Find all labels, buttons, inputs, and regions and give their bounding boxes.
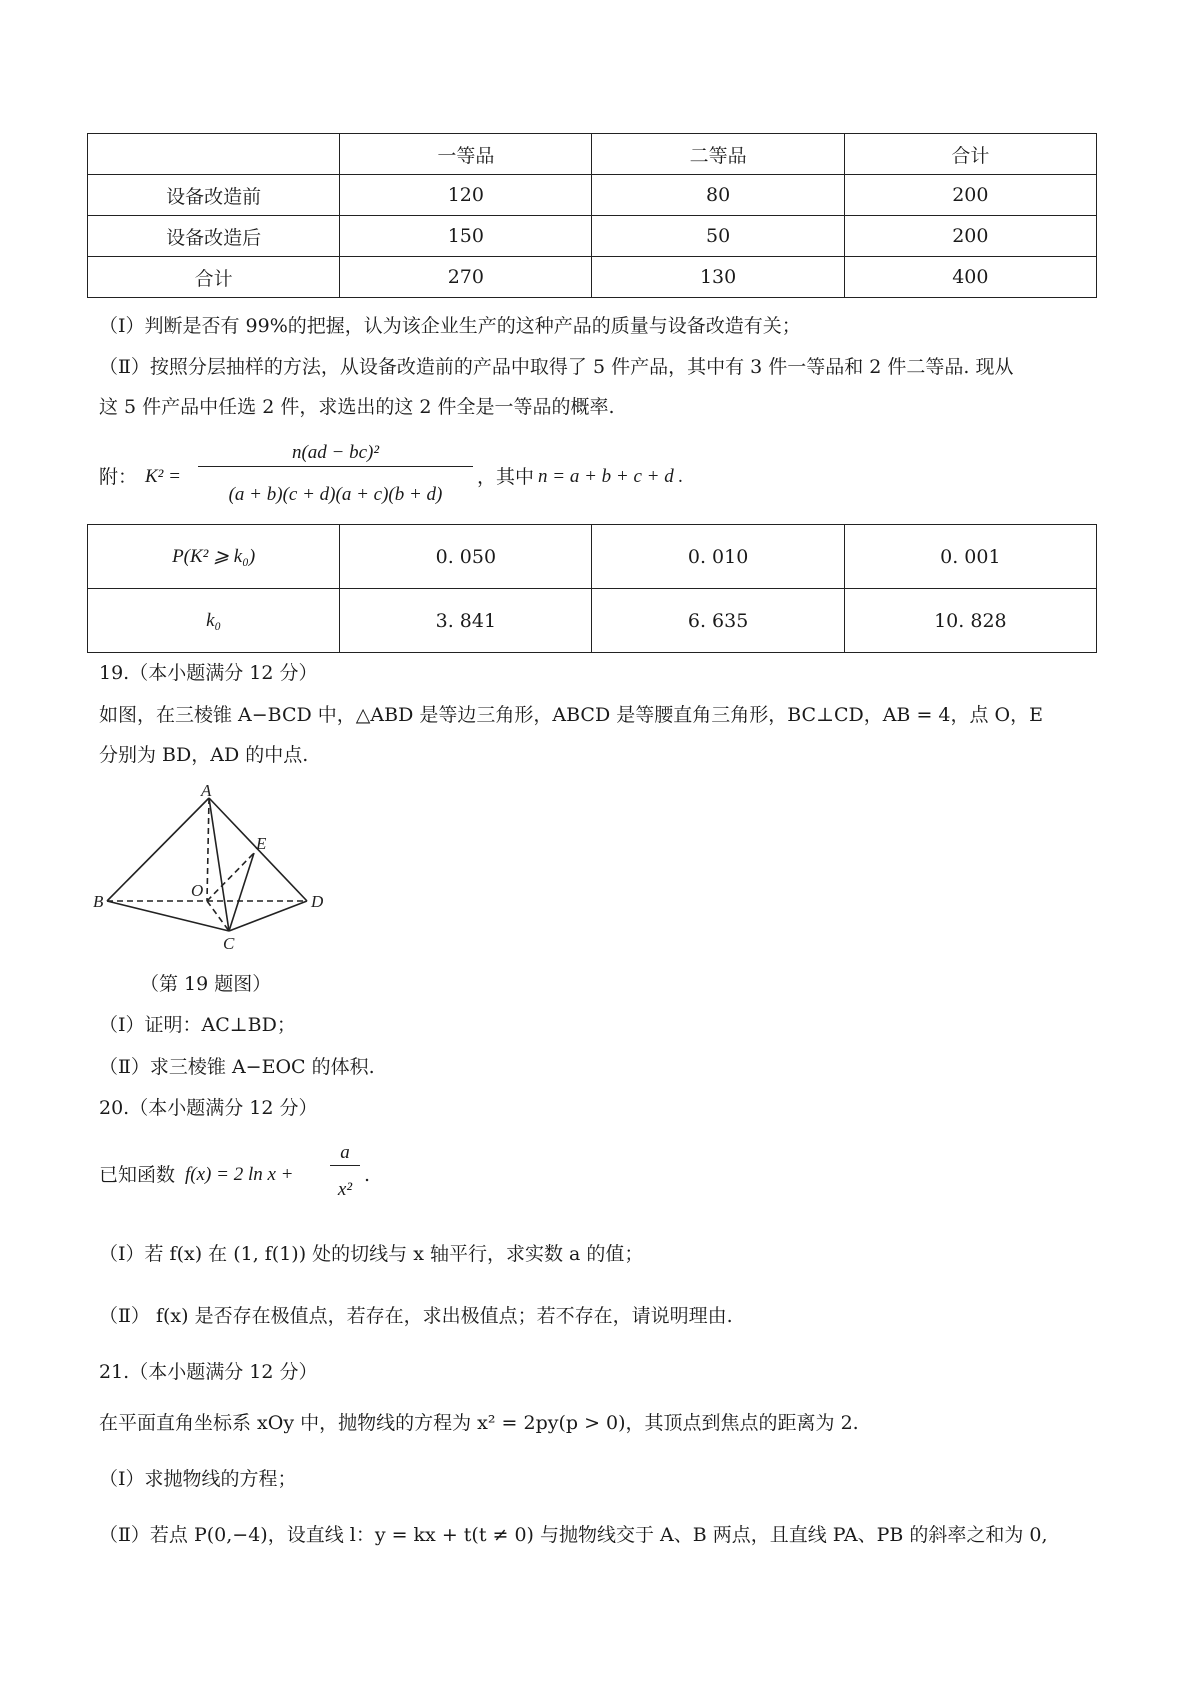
q21-stem: 在平面直角坐标系 xOy 中，抛物线的方程为 x² = 2py(p > 0)，其顶点到焦点的距离为 2. xyxy=(99,1412,859,1434)
table-cell: 设备改造前 xyxy=(88,175,340,216)
formula-denominator: (a + b)(c + d)(a + c)(b + d) xyxy=(228,484,443,505)
formula-suffix: ，其中 xyxy=(477,466,535,488)
table-row xyxy=(88,216,1097,257)
table-header-cell: 一等品 xyxy=(340,134,592,175)
label-E: E xyxy=(256,834,267,853)
table-cell: 0. 010 xyxy=(592,525,844,589)
critical-value-table xyxy=(87,524,1097,653)
q19-part2: （Ⅱ）求三棱锥 A−EOC 的体积. xyxy=(99,1056,375,1078)
formula-n: n = a + b + c + d . xyxy=(538,466,684,487)
table-row xyxy=(88,589,1097,653)
q20-part2: （Ⅱ） f(x) 是否存在极值点，若存在，求出极值点；若不存在，请说明理由. xyxy=(99,1305,733,1327)
table-cell: 0. 001 xyxy=(844,525,1096,589)
q21-title: 21.（本小题满分 12 分） xyxy=(99,1361,318,1383)
table-cell: 0. 050 xyxy=(340,525,592,589)
label-B: B xyxy=(93,892,104,911)
table-header-cell: 二等品 xyxy=(592,134,844,175)
figure-caption: （第 19 题图） xyxy=(140,973,272,995)
table-header-row xyxy=(88,134,1097,175)
table-cell: 270 xyxy=(340,257,592,298)
q19-title: 19.（本小题满分 12 分） xyxy=(99,662,318,684)
formula-numerator: n(ad − bc)² xyxy=(198,440,473,467)
table-cell: 200 xyxy=(844,175,1096,216)
q18-part2-line2: 这 5 件产品中任选 2 件，求选出的这 2 件全是一等品的概率. xyxy=(99,396,615,418)
table-cell: 130 xyxy=(592,257,844,298)
label-D: D xyxy=(311,892,324,911)
tetrahedron-figure xyxy=(93,783,333,953)
table-cell: 80 xyxy=(592,175,844,216)
edge-AO xyxy=(207,798,209,901)
q20-stem-end: . xyxy=(364,1164,371,1186)
table-cell: 10. 828 xyxy=(844,589,1096,653)
table-row xyxy=(88,175,1097,216)
q21-part2: （Ⅱ）若点 P(0,−4)，设直线 l：y = kx + t(t ≠ 0) 与抛物线交于 A、B 两点，且直线 PA、PB 的斜率之和为 0, xyxy=(99,1524,1048,1546)
q18-part2-line1: （Ⅱ）按照分层抽样的方法，从设备改造前的产品中取得了 5 件产品，其中有 3 件一等品和 2 件二等品. 现从 xyxy=(99,356,1014,378)
table-cell: P(K² ⩾ k₀) xyxy=(88,525,340,589)
q20-frac-den: x² xyxy=(337,1179,353,1200)
table-cell: 设备改造后 xyxy=(88,216,340,257)
appendix-label: 附： xyxy=(99,466,138,488)
q19-stem-line2: 分别为 BD，AD 的中点. xyxy=(99,744,309,766)
table-cell: 120 xyxy=(340,175,592,216)
table-cell: 3. 841 xyxy=(340,589,592,653)
table-cell: 400 xyxy=(844,257,1096,298)
table-cell: 合计 xyxy=(88,257,340,298)
table-cell: k₀ xyxy=(88,589,340,653)
edge-AC xyxy=(209,798,229,931)
q19-stem-line1: 如图，在三棱锥 A−BCD 中，△ABD 是等边三角形，ABCD 是等腰直角三角形，BC⊥CD，AB = 4，点 O，E xyxy=(99,704,1043,726)
q18-part1: （Ⅰ）判断是否有 99%的把握，认为该企业生产的这种产品的质量与设备改造有关； xyxy=(99,315,801,337)
q20-title: 20.（本小题满分 12 分） xyxy=(99,1097,318,1119)
q20-frac-num: a xyxy=(330,1141,360,1166)
table-cell: 50 xyxy=(592,216,844,257)
formula-lhs: K² = xyxy=(145,466,181,487)
table-header-cell xyxy=(88,134,340,175)
label-C: C xyxy=(223,934,235,953)
q21-part1: （Ⅰ）求抛物线的方程； xyxy=(99,1468,297,1490)
table-row xyxy=(88,257,1097,298)
label-O: O xyxy=(191,881,204,900)
quality-table xyxy=(87,133,1097,298)
q20-stem-prefix: 已知函数 xyxy=(99,1164,176,1186)
table-cell: 150 xyxy=(340,216,592,257)
table-row xyxy=(88,525,1097,589)
q19-part1: （Ⅰ）证明：AC⊥BD； xyxy=(99,1014,296,1036)
table-header-cell: 合计 xyxy=(844,134,1096,175)
q20-part1: （Ⅰ）若 f(x) 在 (1, f(1)) 处的切线与 x 轴平行，求实数 a 的值； xyxy=(99,1243,644,1265)
table-cell: 6. 635 xyxy=(592,589,844,653)
edge-CD xyxy=(229,901,307,931)
table-cell: 200 xyxy=(844,216,1096,257)
q20-function: f(x) = 2 ln x + xyxy=(185,1164,294,1185)
label-A: A xyxy=(201,783,212,800)
